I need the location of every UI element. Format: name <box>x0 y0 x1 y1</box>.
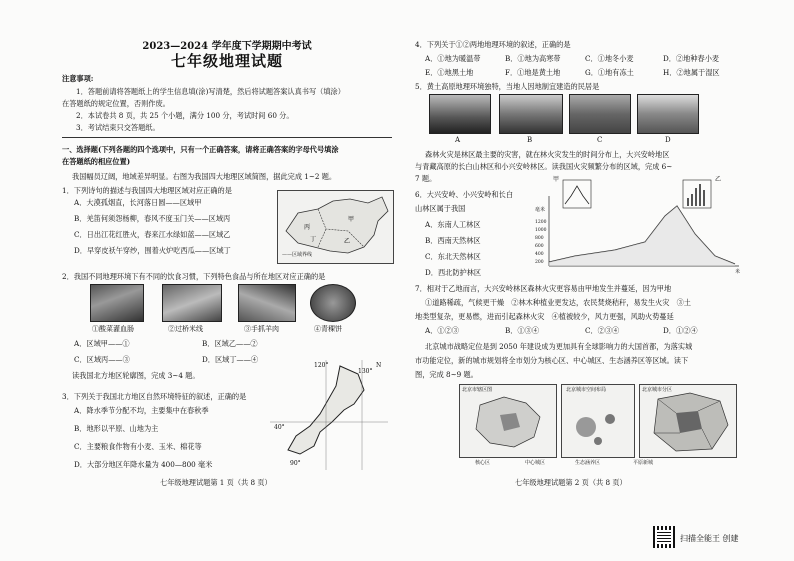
chart-tick-400: 400 <box>535 252 544 257</box>
north-region-map <box>270 360 388 470</box>
svg-text:丙: 丙 <box>304 224 311 231</box>
question-4: 4．下列关于①②两地地理环境的叙述，正确的是 <box>415 40 571 49</box>
beijing-map-1 <box>459 384 557 458</box>
beijing-map-2-title: 北京城市空间布局 <box>566 387 607 393</box>
q7-option-d: D．①②④ <box>663 326 698 335</box>
right-footer: 七年级地理试题第 2 页（共 8 页） <box>515 478 627 487</box>
chart-unit-m: 米 <box>735 269 741 275</box>
map2-north: N <box>376 362 382 369</box>
q1-option-d: D．早穿皮袄午穿纱，围着火炉吃西瓜——区域丁 <box>74 246 231 255</box>
beijing-map-3-shape <box>640 385 736 457</box>
house-photo-b <box>499 94 563 134</box>
q6-option-a: A．东南人工林区 <box>425 220 481 229</box>
beijing-map-2 <box>561 384 635 458</box>
section1-heading: 一、选择题(下列各题的四个选项中，只有一个正确答案，请将正确答案的字母代号填涂 <box>62 145 339 154</box>
q7-option-c: C．②③④ <box>585 326 620 335</box>
legend-plain-city: 平原新城 <box>633 460 654 466</box>
food-label-3: ③手抓羊肉 <box>244 325 279 333</box>
q1-option-c: C．日出江花红胜火，春来江水绿如蓝——区域乙 <box>74 230 231 239</box>
food-photo-1 <box>90 284 144 322</box>
q3-option-b: B．地形以平原、山地为主 <box>74 424 159 433</box>
q4-option-g: G．①地有冻土 <box>585 68 634 77</box>
q4-option-b: B．①地为高寒带 <box>505 54 561 63</box>
question-6-b: 山林区属于我国 <box>415 204 466 213</box>
beijing-map-2-shape <box>562 385 634 457</box>
divider <box>62 137 392 138</box>
intro-8-9: 北京城市战略定位是到 2050 年建设成为更加具有全球影响力的大国首都，为落实城 <box>425 342 693 351</box>
house-photo-a <box>429 94 491 134</box>
question-7: 7．相对于乙地而言，大兴安岭林区森林火灾更容易由甲地发生并蔓延，因为甲地 <box>415 284 672 293</box>
question-5: 5．黄土高原地理环境独特，当地人因地制宜建造的民居是 <box>415 82 600 91</box>
svg-text:乙: 乙 <box>344 238 351 245</box>
q4-option-c: C．①地冬小麦 <box>585 54 634 63</box>
intro-6-7: 森林火灾是林区最主要的灾害，就在林火灾发生的时间分布上，大兴安岭地区 <box>425 150 670 159</box>
food-photo-2 <box>162 284 222 322</box>
chart-unit-mm: 毫米 <box>535 207 546 213</box>
left-page <box>62 0 392 561</box>
q1-option-b: B．羌笛何须怨杨柳，春风不度玉门关——区域丙 <box>74 214 231 223</box>
house-photo-d <box>637 94 699 134</box>
food-label-1: ①酸菜灌血肠 <box>92 325 134 333</box>
food-label-4: ④青稞饼 <box>314 325 342 333</box>
legend-central: 中心城区 <box>525 460 546 466</box>
map2-label-90: 90° <box>290 460 301 467</box>
photo-label-a: A <box>455 136 461 144</box>
legend-ecological: 生态涵养区 <box>575 460 601 466</box>
notice-2: 2．本试卷共 8 页，共 25 个小题，满分 100 分，考试时间 60 分。 <box>76 111 294 120</box>
map1-legend: ——区域界线 <box>282 252 313 258</box>
map2-label-130: 130° <box>358 368 373 375</box>
north-map-shape <box>270 360 388 470</box>
food-photo-4 <box>310 284 356 322</box>
map2-label-40: 40° <box>274 424 285 431</box>
q3-option-d: D．大部分地区年降水量为 400—800 毫米 <box>74 460 213 469</box>
right-page <box>415 0 745 561</box>
legend-core: 核心区 <box>475 460 491 466</box>
q2-option-a: A．区域甲——① <box>74 339 130 348</box>
question-3: 3．下列关于我国北方地区自然环境特征的叙述，正确的是 <box>62 392 247 401</box>
photo-label-c: C <box>597 136 603 144</box>
chart-tick-600: 600 <box>535 244 544 249</box>
q6-option-c: C．东北天然林区 <box>425 252 481 261</box>
q4-option-h: H．②地属于湿区 <box>663 68 720 77</box>
q6-option-b: B．西南天然林区 <box>425 236 481 245</box>
q2-option-b: B．区域乙——② <box>202 339 258 348</box>
scan-watermark: 扫描全能王 创建 <box>680 534 739 543</box>
notice-3: 3．考试结束只交答题纸。 <box>76 123 160 132</box>
beijing-map-3-title: 北京城市分区 <box>642 387 673 393</box>
q3-option-a: A．降水季节分配不均，主要集中在春秋季 <box>74 406 209 415</box>
chart-label-yi: 乙 <box>715 176 722 183</box>
q7-option-b: B．①③④ <box>505 326 540 335</box>
qr-code-icon <box>653 526 675 548</box>
q7-option-a: A．①②③ <box>425 326 459 335</box>
chart-label-jia: 甲 <box>553 176 560 183</box>
q4-option-d: D．②地种春小麦 <box>663 54 720 63</box>
question-1: 1．下列诗句的描述与我国四大地理区域对应正确的是 <box>62 186 232 195</box>
question-2: 2．我国不同地理环境下有不同的饮食习惯，下列特色食品与所在地区对应正确的是 <box>62 272 326 281</box>
photo-label-d: D <box>665 136 671 144</box>
q7-statements-2: 地类型复杂，更易燃，进而引起森林火灾 ④植被较少，风力更强，风助火势蔓延 <box>415 312 674 321</box>
notice-heading: 注意事项: <box>62 74 94 83</box>
q2-option-c: C．区域丙——③ <box>74 355 130 364</box>
chart-tick-200: 200 <box>535 260 544 265</box>
q4-option-a: A．①地为暖温带 <box>425 54 481 63</box>
map2-label-120: 120° <box>314 362 329 369</box>
intro-3-4: 读我国北方地区轮廓图，完成 3~4 题。 <box>72 371 200 380</box>
chart-tick-1200: 1200 <box>535 220 547 225</box>
q6-option-d: D．西北防护林区 <box>425 268 482 277</box>
year-title: 2023—2024 学年度下学期期中考试 <box>142 41 312 52</box>
intro-6-7-b: 与青藏高原的长白山林区和小兴安岭林区。读我国火灾频繁分布的区域，完成 6~ <box>415 162 673 171</box>
intro-1-2: 我国幅员辽阔，地域差异明显。右图为我国四大地理区域简图，据此完成 1~2 题。 <box>72 172 337 181</box>
left-footer: 七年级地理试题第 1 页（共 8 页） <box>160 478 272 487</box>
q4-option-f: F．①地是黄土地 <box>505 68 561 77</box>
intro-6-7-c: 7 题。 <box>415 174 437 183</box>
house-photo-c <box>569 94 631 134</box>
notice-1: 1．答题前请将答题纸上的学生信息填(涂)写清楚，然后将试题答案认真书写（填涂） <box>76 87 345 96</box>
food-photo-3 <box>238 284 296 322</box>
terrain-chart-svg <box>535 176 745 276</box>
q3-option-c: C．主要粮食作物有小麦、玉米、棉花等 <box>74 442 202 451</box>
food-label-2: ②过桥米线 <box>168 325 203 333</box>
question-6: 6．大兴安岭、小兴安岭和长白 <box>415 190 514 199</box>
q7-statements-1: ①道路稀疏，气候更干燥 ②林木种植业更发达，农民焚烧秸秆，易发生火灾 ③土 <box>425 298 691 307</box>
terrain-climate-chart <box>535 176 745 276</box>
beijing-map-1-title: 北京市辖区图 <box>462 387 493 393</box>
main-title: 七年级地理试题 <box>170 52 283 70</box>
intro-8-9-c: 图，完成 8~9 题。 <box>415 370 478 379</box>
photo-label-b: B <box>527 136 533 144</box>
q1-option-a: A．大漠孤烟直，长河落日圆——区域甲 <box>74 198 202 207</box>
beijing-map-1-shape <box>460 385 556 457</box>
notice-1b: 在答题纸的规定位置，否则作废。 <box>62 99 170 108</box>
section1-heading-b: 在答题纸的相应位置) <box>62 157 131 166</box>
china-regions-map <box>277 190 394 264</box>
beijing-map-3 <box>639 384 737 458</box>
q2-option-d: D．区域丁——④ <box>202 355 259 364</box>
q4-option-e: E．①地黑土地 <box>425 68 474 77</box>
svg-text:甲: 甲 <box>348 216 355 223</box>
intro-8-9-b: 市功能定位，新的城市规划将全市划分为核心区、中心城区、生态涵养区等区域。读下 <box>415 356 689 365</box>
svg-text:丁: 丁 <box>310 236 317 243</box>
chart-tick-1000: 1000 <box>535 228 547 233</box>
chart-tick-800: 800 <box>535 236 544 241</box>
